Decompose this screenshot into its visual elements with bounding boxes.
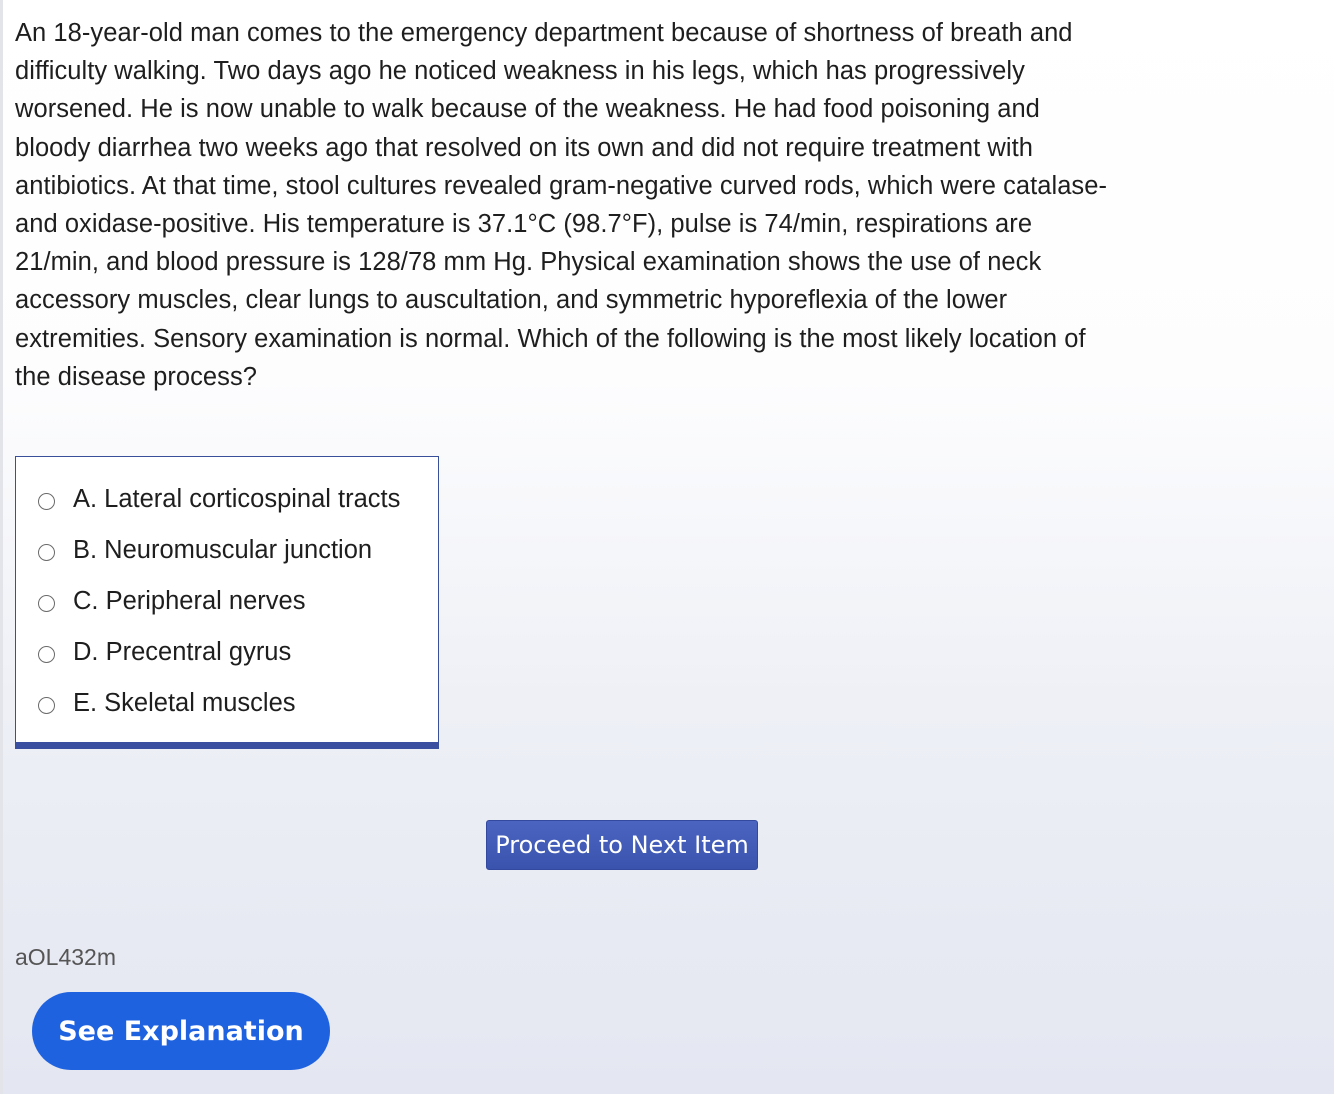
- answer-option-label: A. Lateral corticospinal tracts: [73, 484, 401, 513]
- answer-option-d[interactable]: [38, 634, 291, 670]
- radio-button-a[interactable]: [38, 493, 55, 510]
- question-stem: An 18-year-old man comes to the emergency department because of shortness of breath and difficulty walking. Two days ago he noticed weakness in his legs, which has progressively worsened. He is now unable to walk because of the weakness. He had food poisoning and bloody diarrhea two weeks ago that resolved on its own and did not require treatment with antibiotics. At that time, stool cultures revealed gram-negative curved rods, which were catalase- and oxidase-positive. His temperature is 37.1°C (98.7°F), pulse is 74/min, respirations are 21/min, and blood pressure is 128/78 mm Hg. Physical examination shows the use of neck accessory muscles, clear lungs to auscultation, and symmetric hyporeflexia of the lower extremities. Sensory examination is normal. Which of the following is the most likely location of the disease process?: [15, 19, 1107, 391]
- answer-choices: [15, 456, 439, 749]
- answer-option-label: C. Peripheral nerves: [73, 586, 306, 615]
- radio-button-d[interactable]: [38, 646, 55, 663]
- left-border: [0, 0, 3, 1094]
- answer-option-a[interactable]: [38, 481, 400, 517]
- answer-option-c[interactable]: [38, 583, 305, 619]
- answer-option-label: D. Precentral gyrus: [73, 637, 292, 666]
- see-explanation-button[interactable]: See Explanation: [32, 992, 330, 1070]
- answer-option-label: B. Neuromuscular junction: [73, 535, 373, 564]
- answer-option-e[interactable]: [38, 685, 296, 721]
- radio-button-b[interactable]: [38, 544, 55, 561]
- answer-option-b[interactable]: [38, 532, 372, 568]
- radio-button-e[interactable]: [38, 697, 55, 714]
- proceed-next-item-button[interactable]: Proceed to Next Item: [486, 820, 758, 870]
- radio-button-c[interactable]: [38, 595, 55, 612]
- answer-option-label: E. Skeletal muscles: [73, 688, 296, 717]
- question-item-id: aOL432m: [15, 944, 117, 970]
